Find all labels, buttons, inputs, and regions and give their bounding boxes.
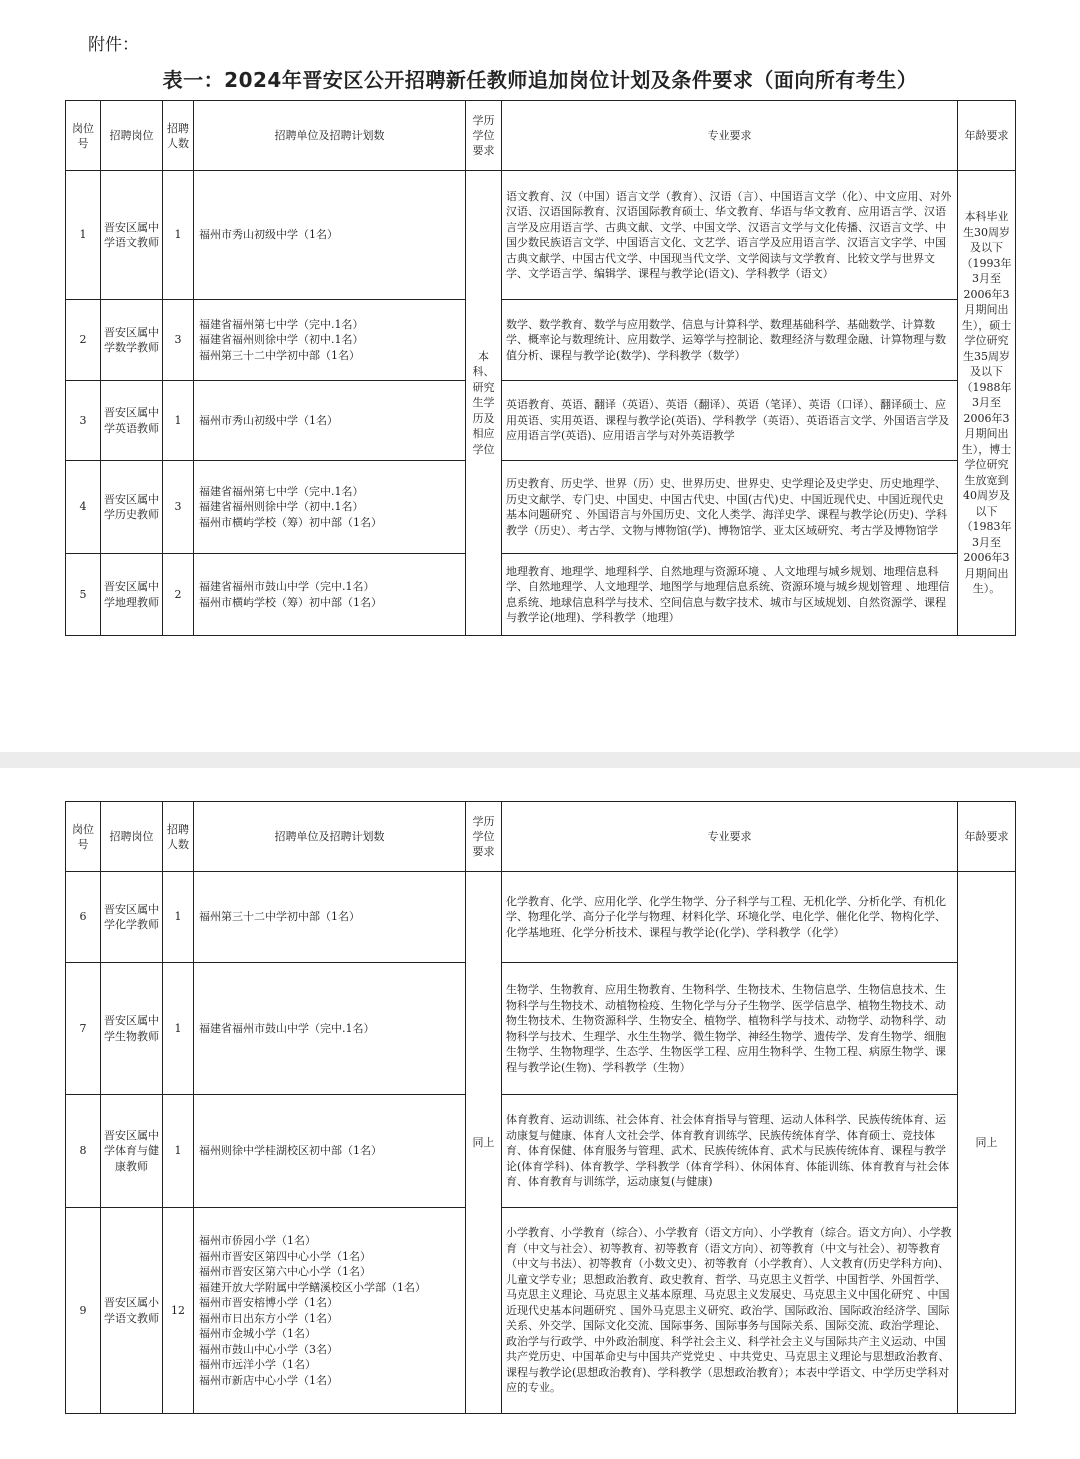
hire-count: 12 <box>163 1208 194 1414</box>
header-count: 招聘人数 <box>163 802 194 872</box>
header-age: 年龄要求 <box>958 101 1016 171</box>
post-no: 3 <box>66 381 101 461</box>
table-row <box>66 872 1016 963</box>
hire-count: 3 <box>163 461 194 554</box>
age-requirement: 同上 <box>958 872 1016 1414</box>
header-age: 年龄要求 <box>958 802 1016 872</box>
hiring-units: 福州市秀山初级中学（1名） <box>194 171 466 300</box>
position-name: 晋安区属中学数学教师 <box>101 300 163 381</box>
major-requirement: 化学教育、化学、应用化学、化学生物学、分子科学与工程、无机化学、分析化学、有机化学、物理化学、高分子化学与物理、材料化学、环境化学、电化学、催化化学、物构化学、化学基地班、化学分析技术、课程与教学论(化学)、学科教学（化学） <box>502 872 958 963</box>
hiring-units: 福建省福州第七中学（完中.1名） 福建省福州则徐中学（初中.1名） 福州市横屿学校（筹）初中部（1名） <box>194 461 466 554</box>
major-requirement: 语文教育、汉（中国）语言文学（教育）、汉语（言）、中国语言文学（化）、中文应用、对外汉语、汉语国际教育、汉语国际教育硕士、华文教育、华语与华文教育、应用语言学、汉语言学及应用语言学、古典文献、文学、中国文学、汉语言文学与文化传播、汉语言文学、中国少数民族语言文学、中国语言文化、文艺学、语言学及应用语言学、汉语言文字学、中国古典文献学、中国古代文学、中国现当代文学、文学阅读与文学教育、比较文学与世界文学、文学语言学、编辑学、课程与教学论(语文)、学科教学（语文） <box>502 171 958 300</box>
recruitment-table-1 <box>65 100 1016 636</box>
header-position: 招聘岗位 <box>101 101 163 171</box>
post-no: 7 <box>66 963 101 1095</box>
hiring-units: 福建省福州第七中学（完中.1名） 福建省福州则徐中学（初中.1名） 福州第三十二中学初中部（1名） <box>194 300 466 381</box>
position-name: 晋安区属中学语文教师 <box>101 171 163 300</box>
position-name: 晋安区属中学生物教师 <box>101 963 163 1095</box>
major-requirement: 体育教育、运动训练、社会体育、社会体育指导与管理、运动人体科学、民族传统体育、运动康复与健康、体育人文社会学、体育教育训练学、民族传统体育学、体育硕士、竞技体育、体育保健、体育服务与管理、武术、民族传统体育、武术与民族传统体育、课程与教学论(体育学科)、体育教学、学科教学（体育学科）、休闲体育、体能训练、体育教育与社会体育、体育教育与训练学，运动康复(与健康) <box>502 1095 958 1208</box>
hiring-units: 福建省福州市鼓山中学（完中.1名） <box>194 963 466 1095</box>
post-no: 8 <box>66 1095 101 1208</box>
table-row <box>66 381 1016 461</box>
major-requirement: 小学教育、小学教育（综合）、小学教育（语文方向）、小学教育（综合。语文方向）、小学教育（中文与社会）、初等教育、初等教育（语文方向）、初等教育（中文与社会）、初等教育（中文与书法）、初等教育（小数文史）、初等教育（小学教育）、人文教育(历史学科方向)、儿童文学专业；思想政治教育、政史教育、哲学、马克思主义哲学、中国哲学、外国哲学、马克思主义理论、马克思主义基本原理、马克思主义发展史、马克思主义中国化研究 、中国近现代史基本问题研究 、国外马克思主义研究、政治学、国际政治、国际政治经济学、国际关系、外交学、国际文化交流、国际事务、国际事务与国际关系、国际交流、政治学理论、政治学与行政学、中外政治制度、科学社会主义、科学社会主义与国际共产主义运动、中国共产党历史、中国革命史与中国共产党党史 、中共党史、马克思主义理论与思想政治教育、课程与教学论(思想政治教育)、学科教学（思想政治教育）；本表中学语文、中学历史学科对应的专业。 <box>502 1208 958 1414</box>
table-row <box>66 1095 1016 1208</box>
header-position: 招聘岗位 <box>101 802 163 872</box>
age-requirement: 本科毕业生30周岁及以下（1993年3月至2006年3月期间出生），硕士学位研究生35周岁及以下（1988年3月至2006年3月期间出生），博士学位研究生放宽到40周岁及以下（1983年3月至2006年3月期间出生）。 <box>958 171 1016 636</box>
table-row <box>66 461 1016 554</box>
position-name: 晋安区属中学地理教师 <box>101 554 163 636</box>
header-units: 招聘单位及招聘计划数 <box>194 101 466 171</box>
header-units: 招聘单位及招聘计划数 <box>194 802 466 872</box>
hire-count: 3 <box>163 300 194 381</box>
post-no: 2 <box>66 300 101 381</box>
table-row <box>66 1208 1016 1414</box>
attachment-label: 附件： <box>88 35 139 55</box>
post-no: 5 <box>66 554 101 636</box>
recruitment-table-2 <box>65 801 1016 1414</box>
hire-count: 1 <box>163 963 194 1095</box>
table-row <box>66 300 1016 381</box>
position-name: 晋安区属中学英语教师 <box>101 381 163 461</box>
table-header-row <box>66 802 1016 872</box>
hire-count: 1 <box>163 171 194 300</box>
header-major: 专业要求 <box>502 802 958 872</box>
education-requirement: 本科、研究生学历及相应学位 <box>466 171 502 636</box>
header-education: 学历学位要求 <box>466 101 502 171</box>
header-education: 学历学位要求 <box>466 802 502 872</box>
header-post-no: 岗位号 <box>66 802 101 872</box>
header-post-no: 岗位号 <box>66 101 101 171</box>
header-count: 招聘人数 <box>163 101 194 171</box>
hire-count: 1 <box>163 1095 194 1208</box>
hiring-units: 福州第三十二中学初中部（1名） <box>194 872 466 963</box>
position-name: 晋安区属中学体育与健康教师 <box>101 1095 163 1208</box>
position-name: 晋安区属小学语文教师 <box>101 1208 163 1414</box>
hiring-units: 福州市秀山初级中学（1名） <box>194 381 466 461</box>
hiring-units: 福州市侨园小学（1名） 福州市晋安区第四中心小学（1名） 福州市晋安区第六中心小学（1名） 福建开放大学附属中学鳝溪校区小学部（1名） 福州市晋安榕博小学（1名） 福州市日出东方小学（1名） 福州市金城小学（1名） 福州市鼓山中心小学（3名） 福州市远洋小学（1名） 福州市新店中心小学（1名） <box>194 1208 466 1414</box>
major-requirement: 地理教育、地理学、地理科学、自然地理与资源环境 、人文地理与城乡规划、地理信息科学、自然地理学、人文地理学、地图学与地理信息系统、资源环境与城乡规划管理 、地理信息系统、地球信息科学与技术、空间信息与数字技术、城市与区域规划、自然资源学、课程与教学论(地理)、学科教学（地理） <box>502 554 958 636</box>
hire-count: 1 <box>163 872 194 963</box>
position-name: 晋安区属中学历史教师 <box>101 461 163 554</box>
post-no: 6 <box>66 872 101 963</box>
major-requirement: 数学、数学教育、数学与应用数学、信息与计算科学、数理基础科学、基础数学、计算数学、概率论与数理统计、应用数学、运筹学与控制论、数理经济与数理金融、计算物理与数值分析、课程与教学论(数学)、学科教学（数学） <box>502 300 958 381</box>
table-row <box>66 554 1016 636</box>
education-requirement: 同上 <box>466 872 502 1414</box>
table-row <box>66 963 1016 1095</box>
page-separator <box>0 752 1080 768</box>
hiring-units: 福州则徐中学桂湖校区初中部（1名） <box>194 1095 466 1208</box>
hiring-units: 福建省福州市鼓山中学（完中.1名） 福州市横屿学校（筹）初中部（1名） <box>194 554 466 636</box>
hire-count: 1 <box>163 381 194 461</box>
major-requirement: 生物学、生物教育、应用生物教育、生物科学、生物技术、生物信息学、生物信息技术、生物科学与生物技术、动植物检疫、生物化学与分子生物学、医学信息学、植物生物技术、动物生物技术、生物资源科学、生物安全、植物学、植物科学与技术、动物学、动物科学、动物科学与技术、生理学、水生生物学、微生物学、神经生物学、遗传学、发育生物学、细胞生物学、生物物理学、生态学、生物医学工程、应用生物科学、生物工程、病原生物学、课程与教学论(生物)、学科教学（生物） <box>502 963 958 1095</box>
page-two <box>0 768 1080 1459</box>
hire-count: 2 <box>163 554 194 636</box>
post-no: 1 <box>66 171 101 300</box>
document-title: 表一：2024年晋安区公开招聘新任教师追加岗位计划及条件要求（面向所有考生） <box>162 68 918 92</box>
post-no: 4 <box>66 461 101 554</box>
header-major: 专业要求 <box>502 101 958 171</box>
major-requirement: 历史教育、历史学、世界（历）史、世界历史、世界史、史学理论及史学史、历史地理学、历史文献学、专门史、中国史、中国古代史、中国(古代)史、中国近现代史、中国近现代史基本问题研究 、外国语言与外国历史、文化人类学、海洋史学、课程与教学论(历史)、学科教学（历史）、考古学、文物与博物馆(学)、博物馆学、亚太区域研究、考古学及博物馆学 <box>502 461 958 554</box>
post-no: 9 <box>66 1208 101 1414</box>
major-requirement: 英语教育、英语、翻译（英语）、英语（翻译）、英语（笔译）、英语（口译）、翻译硕士、应用英语、实用英语、课程与教学论(英语)、学科教学（英语）、英语语言文学、外国语言学及应用语言学(英语)、应用语言学与对外英语教学 <box>502 381 958 461</box>
position-name: 晋安区属中学化学教师 <box>101 872 163 963</box>
table-header-row <box>66 101 1016 171</box>
table-row <box>66 171 1016 300</box>
